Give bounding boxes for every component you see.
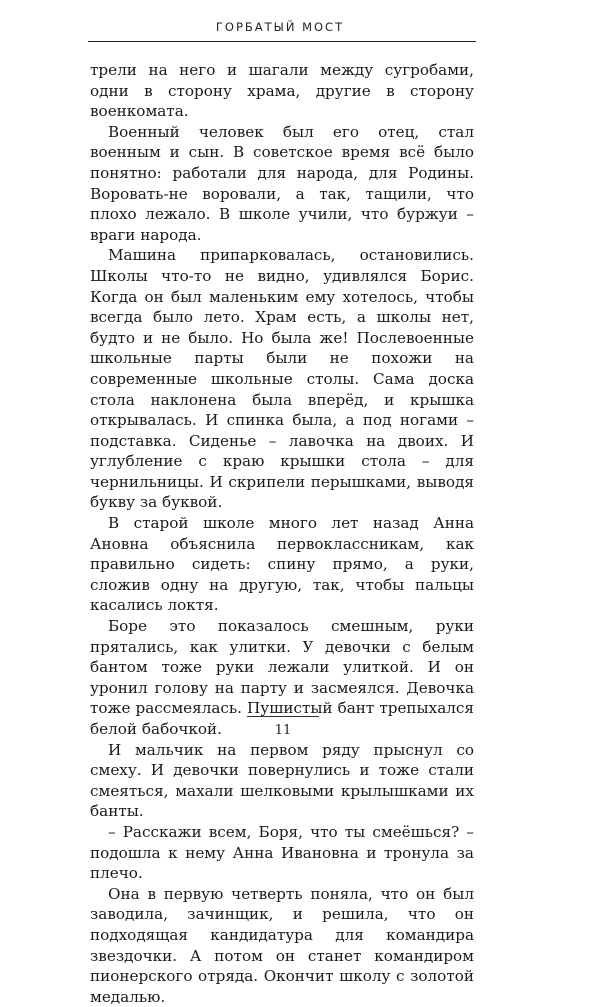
paragraph-4: В старой школе много лет назад Анна Ановна объяснила первоклассникам, как правильно сидеть: спину прямо, а руки, сложив одну на другую, так, чтобы пальцы касались локтя.: [90, 514, 474, 615]
paragraph-8: Она в первую четверть поняла, что он был заводила, зачинщик, и решила, что он подходящая кандидатура для командира звездочки. А потом он станет командиром пионерского отряда. Окончит школу с золотой медалью.: [90, 884, 474, 1006]
paragraph-6: И мальчик на первом ряду прыснул со смеху. И девочки повернулись и тоже стали смеяться, махали шелковыми крылышками их банты.: [90, 740, 474, 821]
paragraph-7: – Расскажи всем, Боря, что ты смеёшься? – подошла к нему Анна Ивановна и тронула за плечо.: [90, 822, 474, 883]
paragraph-3: Машина припарковалась, остановились. Школы что-то не видно, удивлялся Борис. Когда он был маленьким ему хотелось, чтобы всегда было лето. Храм есть, а школы нет, будто и не было. Но была же! Послевоенные школьные парты были не похожи на современные школьные столы. Сама доска стола наклонена была вперёд, и крышка открывалась. И спинка была, а под ногами – подставка. Сиденье – лавочка на двоих. И углубление с краю крышки стола – для чернильницы. И скрипели перышками, выводя букву за буквой.: [90, 246, 474, 512]
paragraph-5: Боре это показалось смешным, руки прятались, как улитки. У девочки с белым бантом тоже руки лежали улиткой. И он уронил голову на парту и засмеялся. Девочка тоже рассмеялась. Пушистый бант трепыхался белой бабочкой.: [90, 617, 474, 738]
running-title: ГОРБАТЫЙ МОСТ: [215, 20, 345, 34]
header-rule: [88, 41, 476, 42]
body-text: [90, 60, 474, 1007]
paragraph-2: Военный человек был его отец, стал военным и сын. В советское время всё было понятно: работали для народа, для Родины. Воровать-не воровали, а так, тащили, что плохо лежало. В школе учили, что буржуи – враги народа.: [90, 122, 474, 244]
paragraph-1: трели на него и шагали между сугробами, одни в сторону храма, другие в сторону военкомата.: [90, 61, 474, 121]
page-number: 11: [274, 723, 292, 738]
footer-rule: [247, 716, 319, 717]
